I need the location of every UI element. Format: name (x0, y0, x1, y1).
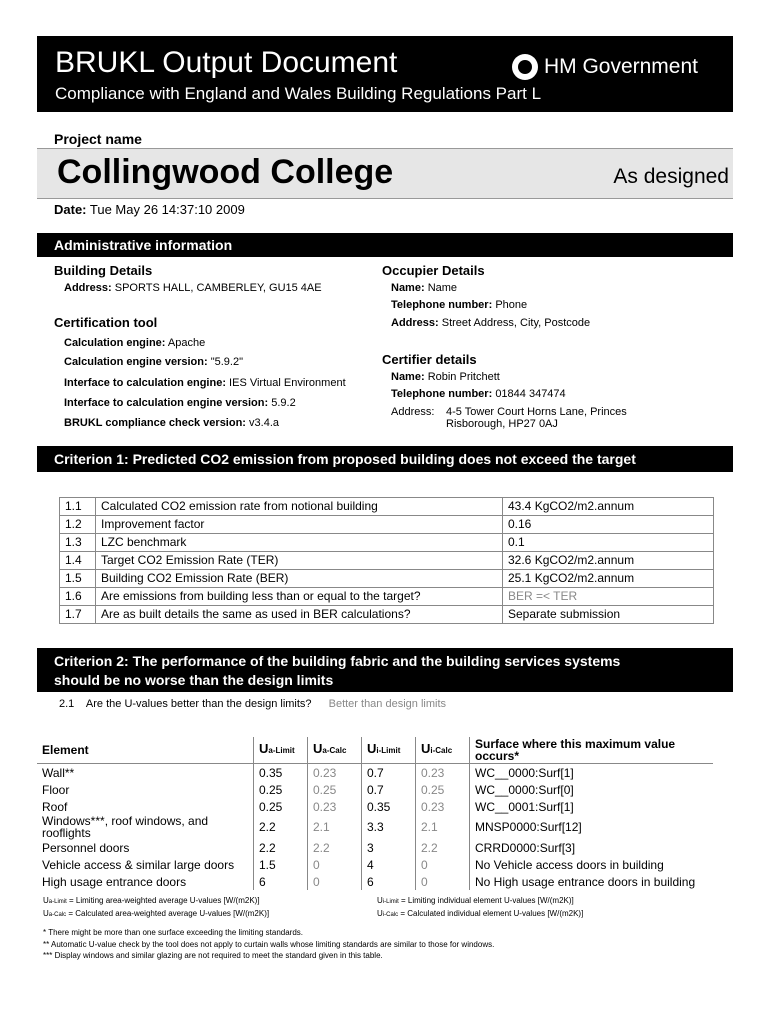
cell-element: Vehicle access & similar large doors (42, 857, 235, 872)
table-row (60, 606, 714, 624)
cell-ui-limit: 6 (362, 873, 416, 890)
certifier-address-value (446, 406, 627, 430)
row-num: 1.6 (60, 588, 96, 606)
table-row (37, 798, 713, 815)
project-status: As designed (613, 165, 729, 188)
cell-ui-calc: 0.23 (416, 798, 470, 815)
row-value: Separate submission (503, 606, 714, 624)
building-address-value: SPORTS HALL, CAMBERLEY, GU15 4AE (114, 282, 322, 294)
certifier-phone (391, 388, 566, 400)
project-name-label: Project name (54, 131, 142, 147)
col-main: U (313, 741, 323, 756)
cell-element: Windows***, roof windows, and rooflights (42, 814, 209, 840)
certifier-name-label: Name: (391, 371, 425, 383)
cert-row (64, 417, 279, 429)
cell-surface: No High usage entrance doors in building (470, 873, 714, 890)
cert-row-value: "5.9.2" (210, 356, 243, 368)
cert-row-label: Interface to calculation engine version: (64, 397, 269, 409)
legend-text: = Limiting individual element U-values [W/(m2K)] (398, 896, 574, 905)
cell-surface: MNSP0000:Surf[12] (470, 815, 714, 839)
cell-ui-limit: 0.7 (362, 764, 416, 782)
question-2-1 (59, 698, 446, 710)
table-row (60, 552, 714, 570)
row-num: 1.3 (60, 534, 96, 552)
cell-ua-calc: 0.25 (308, 781, 362, 798)
cert-row-value: IES Virtual Environment (229, 377, 346, 389)
legend-text: = Calculated individual element U-values [W/(m2K)] (398, 909, 584, 918)
building-address-label: Address: (64, 282, 112, 294)
cell-ui-calc: 0.25 (416, 781, 470, 798)
row-num: 1.5 (60, 570, 96, 588)
cell-element: Floor (42, 782, 70, 797)
cell-ua-calc: 2.2 (308, 839, 362, 856)
certifier-name (391, 371, 500, 383)
legend-sub: i-Limit (382, 899, 399, 905)
cell-ua-limit: 1.5 (254, 856, 308, 873)
occupier-row-value: Street Address, City, Postcode (441, 317, 591, 329)
project-name: Collingwood College (57, 153, 394, 191)
col-sub: a-Calc (322, 746, 347, 755)
certifier-address-label: Address: (391, 406, 435, 418)
row-num: 1.2 (60, 516, 96, 534)
cell-ui-calc: 0.23 (416, 764, 470, 782)
criterion1-table (59, 497, 714, 624)
col-sub: i-Calc (430, 746, 453, 755)
col-ui-calc (416, 737, 470, 764)
row-value: 0.1 (503, 534, 714, 552)
row-desc: LZC benchmark (96, 534, 503, 552)
criterion2-heading (37, 648, 733, 692)
table-row (37, 764, 713, 782)
cell-element: Roof (42, 799, 68, 814)
legend-main: U (43, 909, 49, 918)
cell-surface: CRRD0000:Surf[3] (470, 839, 714, 856)
logo-text: HM Government (543, 55, 698, 78)
occupier-row (391, 317, 590, 329)
cert-row (64, 356, 243, 368)
row-num: 1.4 (60, 552, 96, 570)
document-header (37, 36, 733, 112)
cell-ua-limit: 0.25 (254, 781, 308, 798)
col-sub: a-Limit (268, 746, 295, 755)
row-value: 32.6 KgCO2/m2.annum (503, 552, 714, 570)
cell-ua-limit: 2.2 (254, 815, 308, 839)
table-row (60, 498, 714, 516)
question-num: 2.1 (59, 698, 75, 710)
occupier-row (391, 282, 457, 294)
project-band (37, 148, 733, 199)
certifier-phone-value: 01844 347474 (495, 388, 566, 400)
occupier-row (391, 299, 527, 311)
occupier-row-value: Name (427, 282, 458, 294)
legend-sub: i-Calc (382, 912, 399, 918)
row-num: 1.7 (60, 606, 96, 624)
fabric-table (37, 737, 713, 890)
legend-item (43, 896, 260, 905)
cell-element: Wall** (42, 765, 75, 780)
building-details-heading: Building Details (54, 263, 153, 278)
cell-ua-calc: 0 (308, 873, 362, 890)
table-row (60, 516, 714, 534)
certifier-address-line1: 4-5 Tower Court Horns Lane, Princes (446, 406, 627, 418)
hm-government-logo (512, 54, 698, 80)
occupier-row-value: Phone (495, 299, 528, 311)
cell-element: High usage entrance doors (42, 874, 187, 889)
royal-crest-icon (512, 54, 538, 80)
cell-element: Personnel doors (42, 840, 130, 855)
question-answer: Better than design limits (328, 698, 446, 710)
cell-ui-calc: 2.2 (416, 839, 470, 856)
document-subtitle: Compliance with England and Wales Building Regulations Part L (55, 84, 542, 103)
question-text: Are the U-values better than the design limits? (85, 698, 312, 710)
cell-ua-limit: 2.2 (254, 839, 308, 856)
criterion2-heading-line1: Criterion 2: The performance of the building fabric and the building services systems (54, 653, 621, 669)
col-main: U (421, 741, 431, 756)
table-header-row (37, 737, 713, 764)
table-row (60, 570, 714, 588)
row-value: 43.4 KgCO2/m2.annum (503, 498, 714, 516)
row-num: 1.1 (60, 498, 96, 516)
cert-row (64, 397, 296, 409)
table-row (37, 815, 713, 839)
row-value: 0.16 (503, 516, 714, 534)
row-value: BER =< TER (503, 588, 714, 606)
table-row (60, 534, 714, 552)
cert-row (64, 337, 205, 349)
cell-surface: WC__0000:Surf[1] (470, 764, 714, 782)
cell-ua-limit: 0.25 (254, 798, 308, 815)
table-row (60, 588, 714, 606)
certifier-phone-label: Telephone number: (391, 388, 493, 400)
row-value: 25.1 KgCO2/m2.annum (503, 570, 714, 588)
project-date (54, 202, 245, 217)
cell-ui-limit: 3 (362, 839, 416, 856)
occupier-row-label: Address: (391, 317, 439, 329)
legend-text: = Limiting area-weighted average U-values [W/(m2K)] (66, 896, 260, 905)
legend-item (377, 909, 583, 918)
certifier-address-line2: Risborough, HP27 0AJ (446, 418, 558, 430)
certifier-name-value: Robin Pritchett (427, 371, 500, 383)
row-desc: Building CO2 Emission Rate (BER) (96, 570, 503, 588)
cell-ui-limit: 0.35 (362, 798, 416, 815)
document-title: BRUKL Output Document (55, 46, 398, 79)
col-main: U (367, 741, 377, 756)
certification-tool-heading: Certification tool (54, 315, 158, 330)
building-address (64, 282, 322, 294)
row-desc: Improvement factor (96, 516, 503, 534)
cell-ua-calc: 0.23 (308, 798, 362, 815)
col-surface: Surface where this maximum value occurs* (470, 737, 714, 764)
cert-row-label: BRUKL compliance check version: (64, 417, 246, 429)
cell-ua-limit: 0.35 (254, 764, 308, 782)
cell-surface: No Vehicle access doors in building (470, 856, 714, 873)
cert-row-value: 5.9.2 (271, 397, 296, 409)
row-desc: Are emissions from building less than or equal to the target? (96, 588, 503, 606)
col-ua-calc (308, 737, 362, 764)
legend-main: U (377, 909, 383, 918)
legend-item (43, 909, 269, 918)
occupier-row-label: Name: (391, 282, 425, 294)
footnote: ** Automatic U-value check by the tool does not apply to curtain walls whose limiting standards are similar to those for windows. (43, 940, 495, 949)
legend-item (377, 896, 574, 905)
date-value: Tue May 26 14:37:10 2009 (89, 202, 245, 217)
occupier-row-label: Telephone number: (391, 299, 493, 311)
col-ua-limit (254, 737, 308, 764)
col-sub: i-Limit (376, 746, 401, 755)
col-main: U (259, 741, 269, 756)
cell-ui-limit: 0.7 (362, 781, 416, 798)
cert-row-label: Calculation engine version: (64, 356, 208, 368)
col-element: Element (37, 737, 254, 764)
row-desc: Target CO2 Emission Rate (TER) (96, 552, 503, 570)
row-desc: Are as built details the same as used in BER calculations? (96, 606, 503, 624)
cell-ua-calc: 2.1 (308, 815, 362, 839)
table-row (37, 839, 713, 856)
cell-ua-calc: 0 (308, 856, 362, 873)
legend-main: U (43, 896, 49, 905)
cell-ui-limit: 3.3 (362, 815, 416, 839)
row-desc: Calculated CO2 emission rate from notional building (96, 498, 503, 516)
criterion1-heading: Criterion 1: Predicted CO2 emission from proposed building does not exceed the target (37, 446, 733, 472)
cell-ui-calc: 2.1 (416, 815, 470, 839)
cert-row (64, 377, 346, 389)
legend-text: = Calculated area-weighted average U-values [W/(m2K)] (66, 909, 270, 918)
cert-row-value: v3.4.a (249, 417, 279, 429)
criterion2-heading-line2: should be no worse than the design limits (54, 672, 334, 688)
cell-ui-calc: 0 (416, 856, 470, 873)
table-row (37, 873, 713, 890)
table-row (37, 856, 713, 873)
certifier-details-heading: Certifier details (382, 352, 477, 367)
cell-ui-limit: 4 (362, 856, 416, 873)
admin-section-heading: Administrative information (37, 233, 733, 257)
cert-row-label: Interface to calculation engine: (64, 377, 226, 389)
legend-main: U (377, 896, 383, 905)
legend-sub: a-Limit (48, 899, 67, 905)
col-ui-limit (362, 737, 416, 764)
table-row (37, 781, 713, 798)
cell-ua-calc: 0.23 (308, 764, 362, 782)
cell-surface: WC__0000:Surf[0] (470, 781, 714, 798)
occupier-details-heading: Occupier Details (382, 263, 485, 278)
footnote: * There might be more than one surface exceeding the limiting standards. (43, 928, 303, 937)
cell-ua-limit: 6 (254, 873, 308, 890)
cert-row-label: Calculation engine: (64, 337, 166, 349)
legend-sub: a-Calc (48, 912, 67, 918)
cert-row-value: Apache (167, 337, 206, 349)
footnote: *** Display windows and similar glazing are not required to meet the standard given in this table. (43, 951, 383, 960)
cell-surface: WC__0001:Surf[1] (470, 798, 714, 815)
cell-ui-calc: 0 (416, 873, 470, 890)
date-label: Date: (54, 202, 87, 217)
